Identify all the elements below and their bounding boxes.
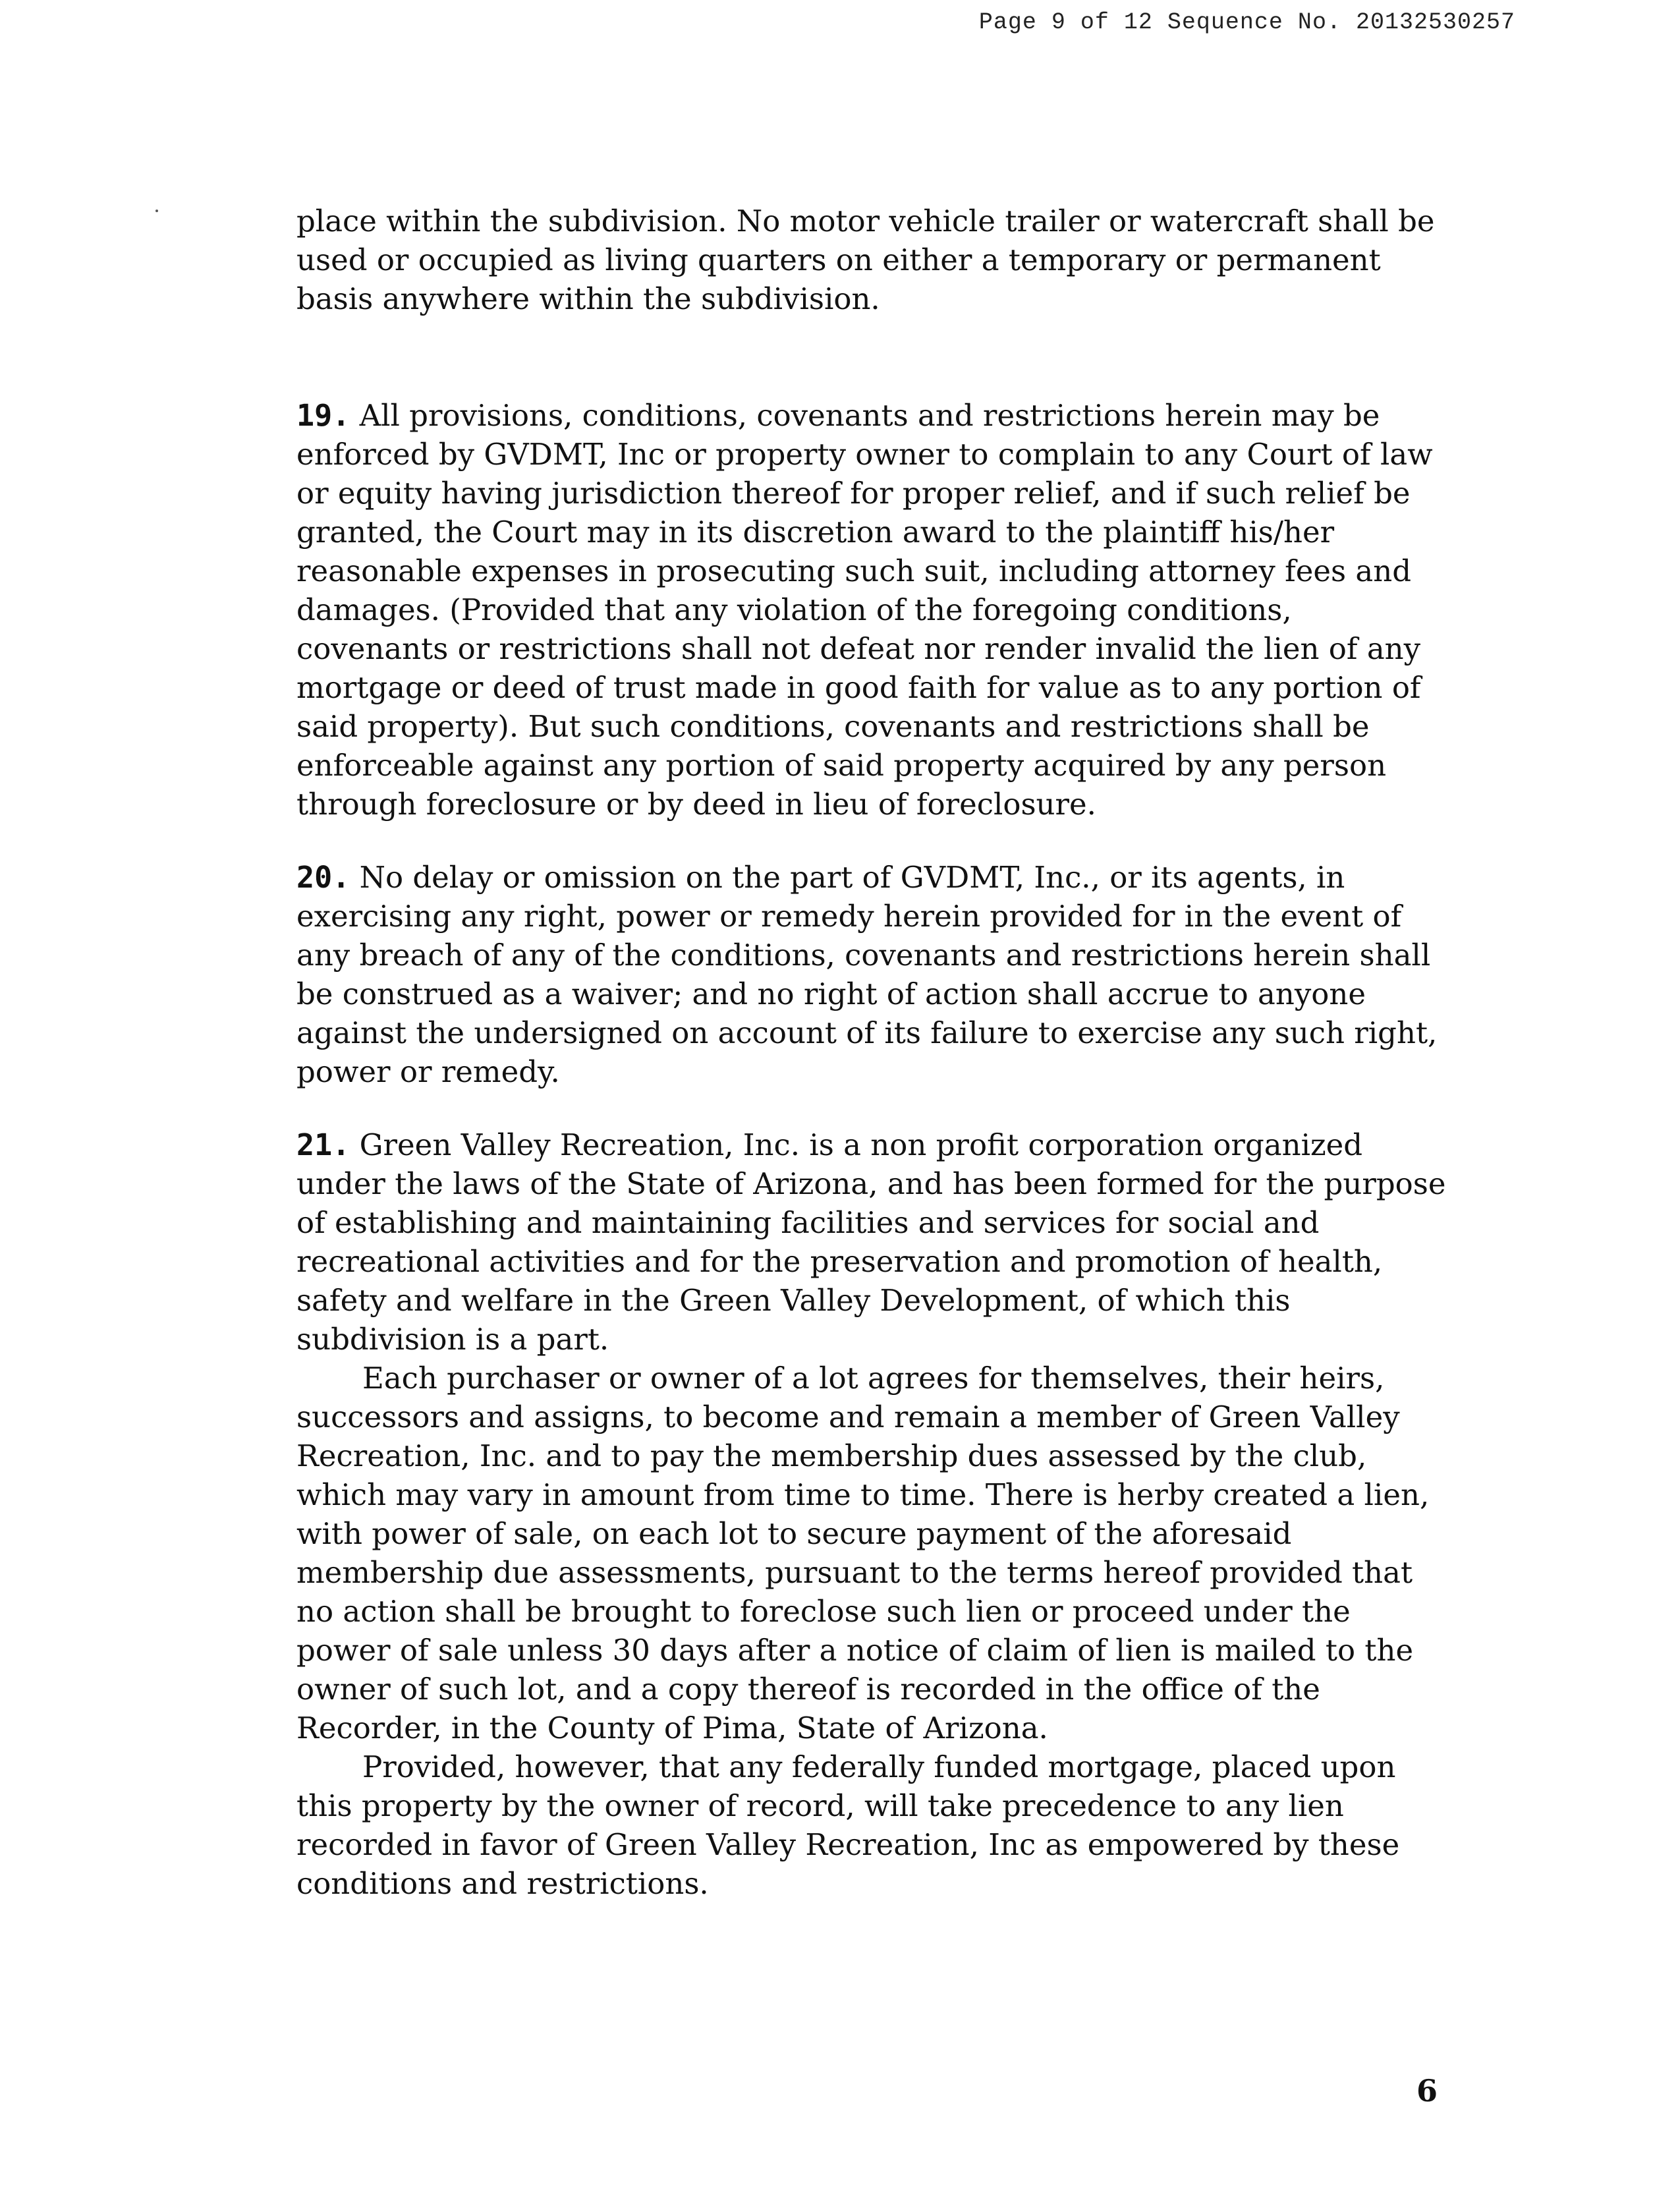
paragraph-21-number: 21. xyxy=(296,1127,350,1162)
paragraph-19 xyxy=(296,396,1449,824)
paragraph-19-text: All provisions, conditions, covenants and restrictions herein may be enforced by GVDMT, Inc or property owner to complain to any Court of law or equity having jurisdiction thereof for proper relief, and if such relief be granted, the Court may in its discretion award to the plaintiff his/her reasonable expenses in prosecuting such suit, including attorney fees and damages. (Provided that any violation of the foregoing conditions, covenants or restrictions shall not defeat nor render invalid the lien of any mortgage or deed of trust made in good faith for value as to any portion of said property). But such conditions, covenants and restrictions shall be enforceable against any portion of said property acquired by any person through foreclosure or by deed in lieu of foreclosure. xyxy=(296,398,1433,822)
document-body xyxy=(296,202,1449,1903)
page-sequence-header: Page 9 of 12 Sequence No. 20132530257 xyxy=(978,9,1515,36)
paragraph-18-continued: place within the subdivision. No motor vehicle trailer or watercraft shall be used or occupied as living quarters on either a temporary or permanent basis anywhere within the subdivision. xyxy=(296,204,1435,316)
paragraph-21-mortgage-proviso: Provided, however, that any federally funded mortgage, placed upon this property by the owner of record, will take precedence to any lien recorded in favor of Green Valley Recreation, Inc as empowered by these conditions and restrictions. xyxy=(296,1749,1400,1901)
paragraph-20-number: 20. xyxy=(296,860,350,895)
paragraph-19-number: 19. xyxy=(296,398,350,433)
paragraph-21-membership: Each purchaser or owner of a lot agrees for themselves, their heirs, successors and assigns, to become and remain a member of Green Valley Recreation, Inc. and to pay the membership dues assessed by the club, which may vary in amount from time to time. There is herby created a lien, with power of sale, on each lot to secure payment of the aforesaid membership due assessments, pursuant to the terms hereof provided that no action shall be brought to foreclose such lien or proceed under the power of sale unless 30 days after a notice of claim of lien is mailed to the owner of such lot, and a copy thereof is recorded in the office of the Recorder, in the County of Pima, State of Arizona. xyxy=(296,1361,1430,1745)
paragraph-21-text: Green Valley Recreation, Inc. is a non profit corporation organized under the laws of the State of Arizona, and has been formed for the purpose of establishing and maintaining facilities and services for social and recreational activities and for the preservation and promotion of health, safety and welfare in the Green Valley Development, of which this subdivision is a part. xyxy=(296,1127,1446,1357)
paragraph-20 xyxy=(296,858,1449,1091)
paragraph-21 xyxy=(296,1125,1449,1359)
page-number: 6 xyxy=(1416,2073,1438,2109)
scan-speck xyxy=(155,210,158,212)
paragraph-20-text: No delay or omission on the part of GVDMT, Inc., or its agents, in exercising any right, power or remedy herein provided for in the event of any breach of any of the conditions, covenants and restrictions herein shall be construed as a waiver; and no right of action shall accrue to anyone against the undersigned on account of its failure to exercise any such right, power or remedy. xyxy=(296,860,1438,1089)
